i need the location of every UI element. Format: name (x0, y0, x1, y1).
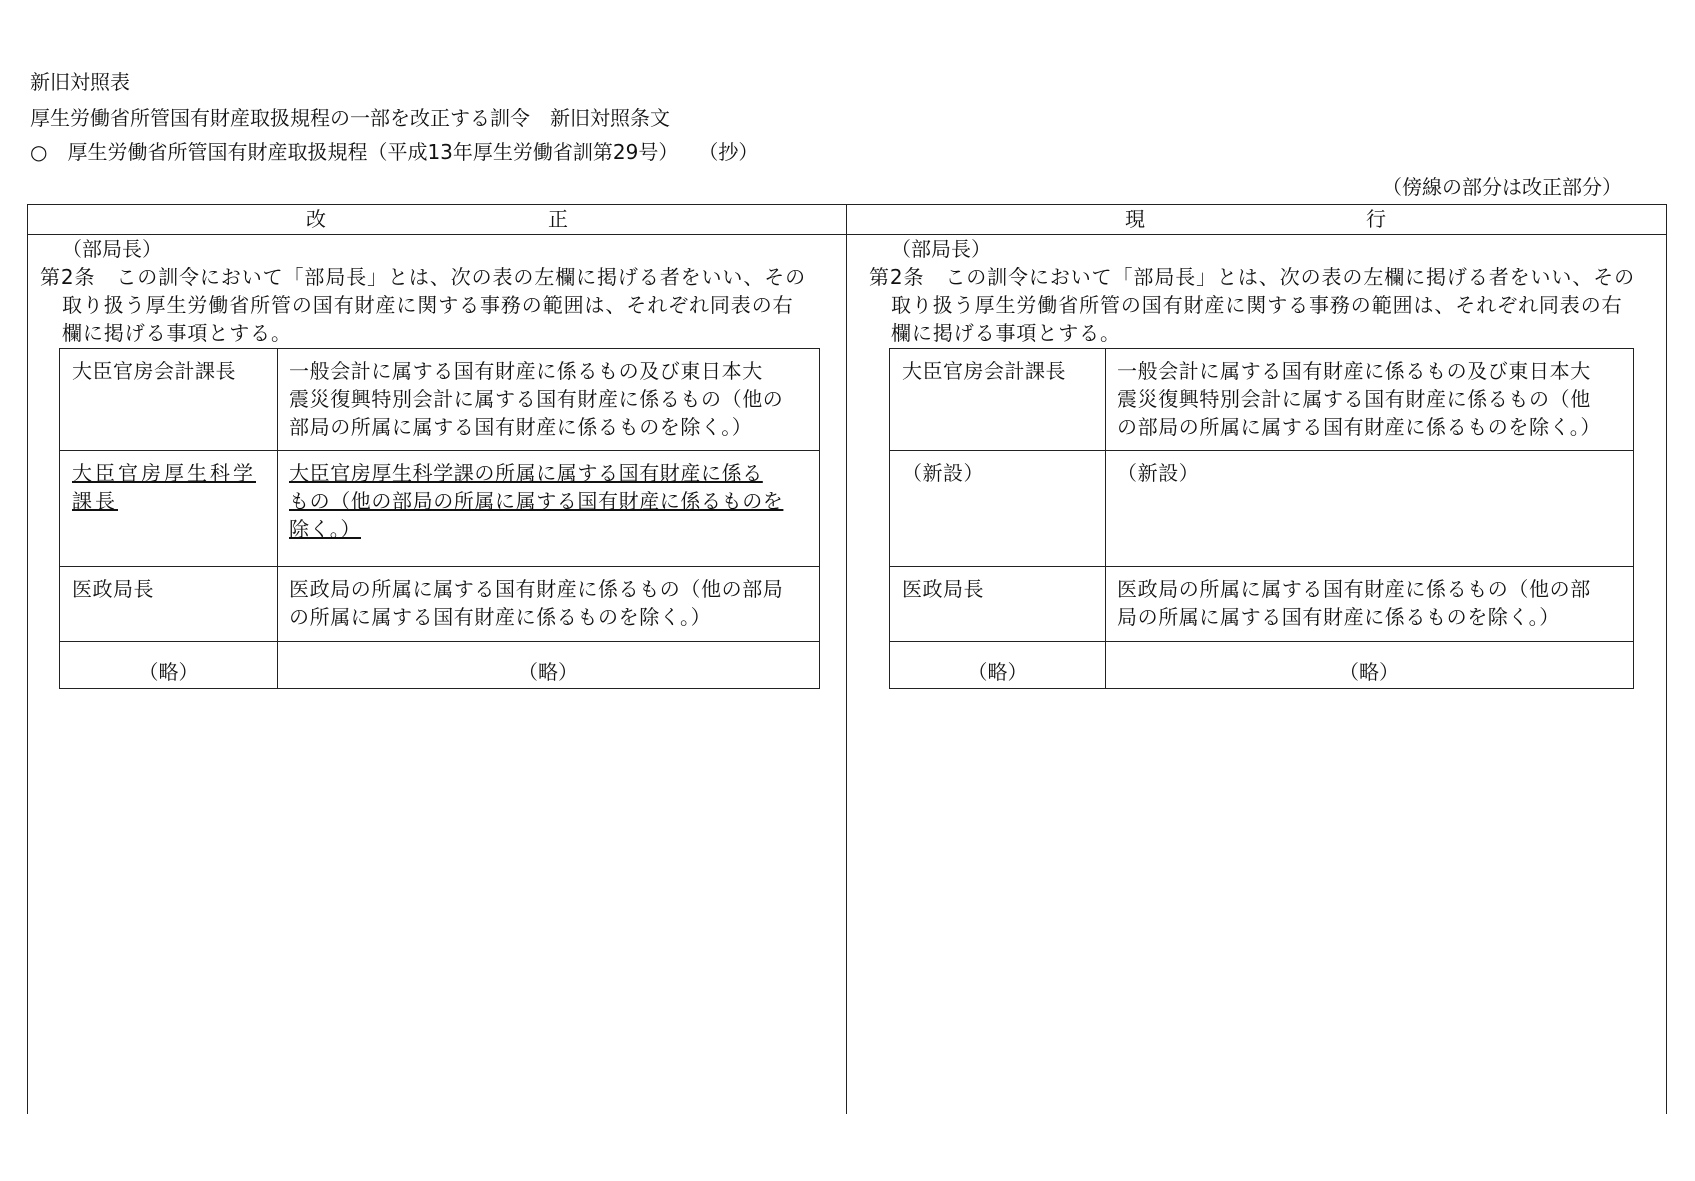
jurisdiction-description: 医政局の所属に属する国有財産に係るもの（他の部局 (289, 577, 784, 601)
jurisdiction-description: （略） (518, 660, 578, 684)
revised-caption: （部局長） (62, 237, 162, 261)
jurisdiction-description: 震災復興特別会計に属する国有財産に係るもの（他 (1117, 387, 1591, 411)
officer-name: 大臣官房会計課長 (72, 359, 236, 383)
current-caption: （部局長） (891, 237, 991, 261)
table-row (890, 641, 1633, 689)
revised-officer-table (59, 348, 820, 689)
jurisdiction-description: 大臣官房厚生科学課の所属に属する国有財産に係る (289, 461, 763, 485)
officer-name: （新設） (902, 461, 984, 485)
jurisdiction-description: （略） (1339, 660, 1399, 684)
comparison-header (28, 205, 1666, 235)
table-row (60, 349, 819, 450)
current-article-line: 取り扱う厚生労働省所管の国有財産に関する事務の範囲は、それぞれ同表の右 (891, 293, 1623, 317)
document-subtitle: 厚生労働省所管国有財産取扱規程の一部を改正する訓令 新旧対照条文 (30, 106, 670, 130)
table-row (890, 566, 1633, 642)
jurisdiction-description: （新設） (1117, 461, 1200, 485)
jurisdiction-description: 局の所属に属する国有財産に係るものを除く。） (1117, 605, 1560, 629)
revised-article-line: 第2条 この訓令において「部局長」とは、次の表の左欄に掲げる者をいい、その (40, 265, 807, 289)
underline-note: （傍線の部分は改正部分） (1382, 175, 1622, 199)
officer-name: 医政局長 (72, 577, 154, 601)
jurisdiction-description: の部局の所属に属する国有財産に係るものを除く。） (1117, 415, 1601, 439)
jurisdiction-description: 医政局の所属に属する国有財産に係るもの（他の部 (1117, 577, 1591, 601)
jurisdiction-description: 一般会計に属する国有財産に係るもの及び東日本大 (289, 359, 763, 383)
jurisdiction-description: もの（他の部局の所属に属する国有財産に係るものを (289, 489, 784, 513)
officer-name: 課長 (72, 489, 118, 513)
jurisdiction-description: 震災復興特別会計に属する国有財産に係るもの（他の (289, 387, 784, 411)
law-line: ○ 厚生労働省所管国有財産取扱規程（平成13年厚生労働省訓第29号） （抄） (30, 140, 759, 164)
header-current-2: 行 (1366, 207, 1386, 231)
header-current-1: 現 (1125, 207, 1145, 231)
jurisdiction-description: 一般会計に属する国有財産に係るもの及び東日本大 (1117, 359, 1591, 383)
revised-article-line: 欄に掲げる事項とする。 (62, 321, 292, 345)
officer-name: 医政局長 (902, 577, 984, 601)
officer-name: （略） (138, 660, 199, 684)
table-row (60, 566, 819, 642)
current-article-line: 欄に掲げる事項とする。 (891, 321, 1121, 345)
officer-name: 大臣官房厚生科学 (72, 461, 256, 485)
officer-name: （略） (967, 660, 1028, 684)
officer-name: 大臣官房会計課長 (902, 359, 1066, 383)
table-row (60, 641, 819, 689)
header-revised-2: 正 (548, 207, 568, 231)
current-article-line: 第2条 この訓令において「部局長」とは、次の表の左欄に掲げる者をいい、その (869, 265, 1636, 289)
table-row (60, 450, 819, 567)
column-divider (846, 205, 847, 1114)
revised-article-line: 取り扱う厚生労働省所管の国有財産に関する事務の範囲は、それぞれ同表の右 (62, 293, 794, 317)
table-row (890, 450, 1633, 567)
header-revised-1: 改 (306, 207, 326, 231)
document-title: 新旧対照表 (30, 70, 130, 94)
current-officer-table (889, 348, 1634, 689)
table-row (890, 349, 1633, 450)
jurisdiction-description: 除く。） (289, 517, 361, 541)
jurisdiction-description: の所属に属する国有財産に係るものを除く。） (289, 605, 712, 629)
jurisdiction-description: 部局の所属に属する国有財産に係るものを除く。） (289, 415, 753, 439)
